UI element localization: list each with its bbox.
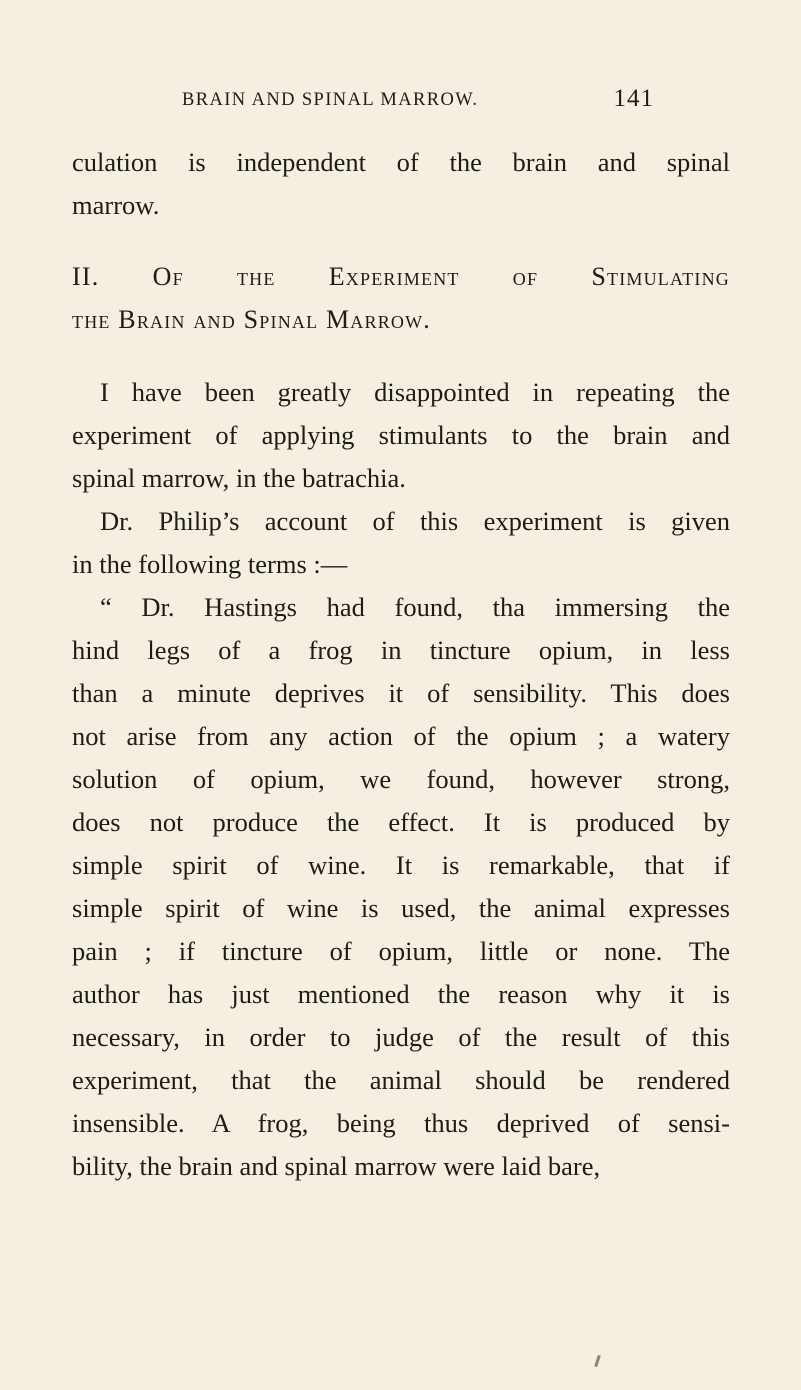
paragraph-line: Dr. Philip’s account of this experiment is given <box>100 506 730 536</box>
body-line: culation is independent of the brain and spinal <box>72 147 730 177</box>
quotation-line: solution of opium, we found, however strong, <box>72 764 730 794</box>
quotation-line: not arise from any action of the opium ; a watery <box>72 721 730 751</box>
quotation-line: author has just mentioned the reason why it is <box>72 979 730 1009</box>
quotation-line: insensible. A frog, being thus deprived of sensi- <box>72 1108 730 1138</box>
section-heading-line: the Brain and Spinal Marrow. <box>72 305 432 334</box>
running-title: BRAIN AND SPINAL MARROW. <box>182 90 479 110</box>
quotation-line: pain ; if tincture of opium, little or none. The <box>72 936 730 966</box>
paragraph-line: spinal marrow, in the batrachia. <box>72 463 406 493</box>
quotation-line: necessary, in order to judge of the result of this <box>72 1022 730 1052</box>
quotation-line: experiment, that the animal should be rendered <box>72 1065 730 1095</box>
quotation-line: “ Dr. Hastings had found, tha immersing the <box>100 592 730 622</box>
quotation-line: than a minute deprives it of sensibility. This does <box>72 678 730 708</box>
paragraph-line: in the following terms :— <box>72 549 348 579</box>
quotation-line: bility, the brain and spinal marrow were laid bare, <box>72 1151 601 1181</box>
quotation-line: does not produce the effect. It is produced by <box>72 807 730 837</box>
running-head <box>160 85 660 118</box>
print-mark <box>594 1355 601 1367</box>
quotation-line: simple spirit of wine. It is remarkable, that if <box>72 850 730 880</box>
section-heading-line: II. Of the Experiment of Stimulating <box>72 262 730 291</box>
page-number: 141 <box>613 85 654 112</box>
body-line: marrow. <box>72 190 160 220</box>
quotation-line: hind legs of a frog in tincture opium, in less <box>72 635 730 665</box>
paragraph-line: experiment of applying stimulants to the brain and <box>72 420 730 450</box>
paragraph-line: I have been greatly disappointed in repeating the <box>100 377 730 407</box>
quotation-line: simple spirit of wine is used, the animal expresses <box>72 893 730 923</box>
